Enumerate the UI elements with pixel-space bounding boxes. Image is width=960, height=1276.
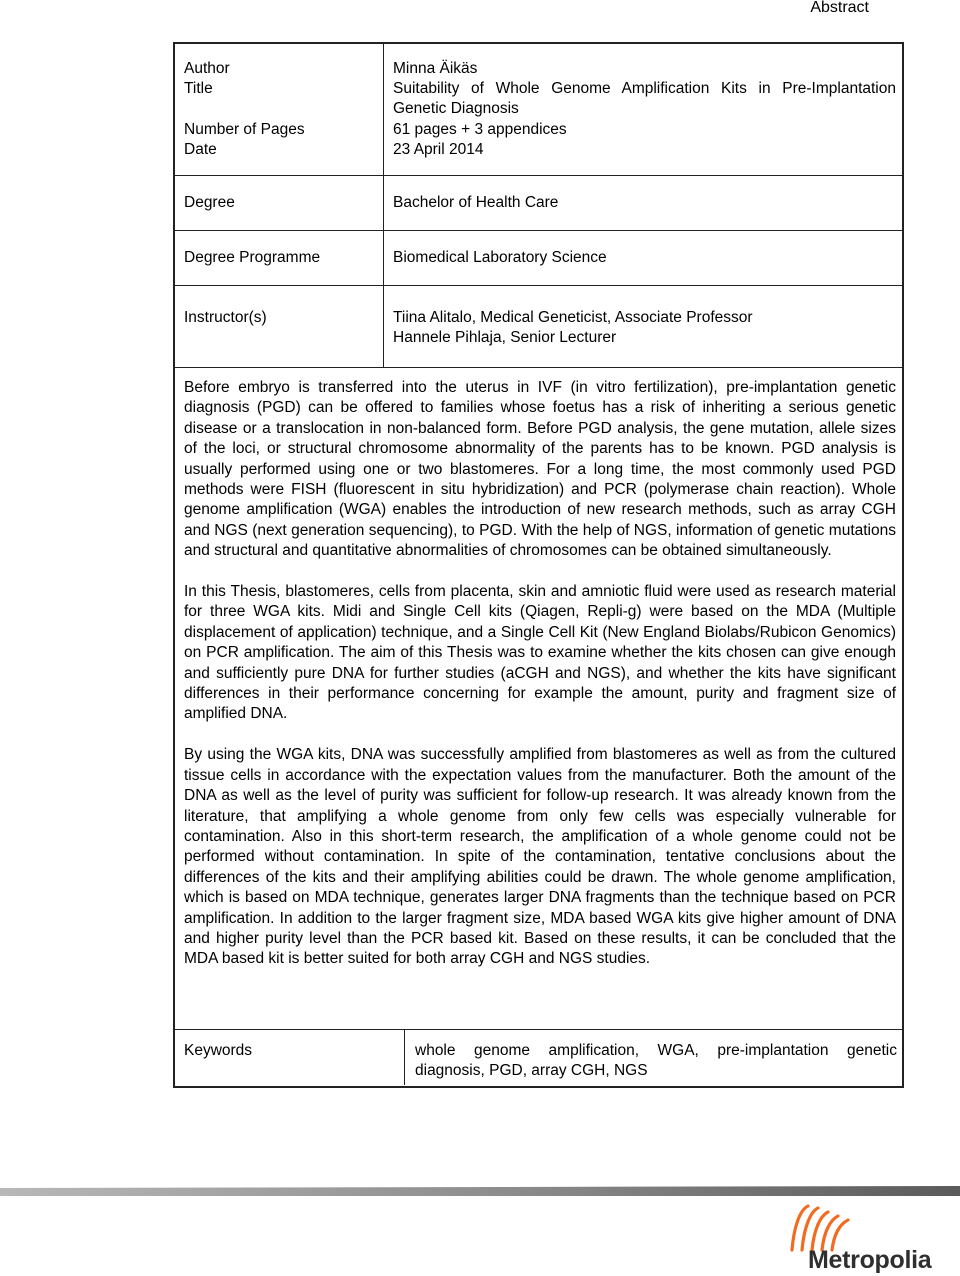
degree-row bbox=[175, 176, 902, 231]
programme-label: Degree Programme bbox=[184, 249, 321, 266]
page-header-title: Abstract bbox=[810, 0, 869, 16]
info-row bbox=[175, 44, 902, 176]
abstract-form bbox=[173, 42, 904, 1088]
thesis-title: Suitability of Whole Genome Amplification Kits in Pre-Implantation Genetic Diagnosis bbox=[393, 80, 896, 118]
title-label: Title bbox=[184, 80, 213, 97]
abstract-paragraph-2: In this Thesis, blastomeres, cells from placenta, skin and amniotic fluid were used as research material for three WGA kits. Midi and Single Cell kits (Qiagen, Repli-g) were based on the MDA (Multiple displacement of application) technique, and a Single Cell Kit (New England Biolabs/Rubicon Genomics) on PCR amplification. The aim of this Thesis was to examine whether the kits chosen can give enough and sufficiently pure DNA for further studies (aCGH and NGS), and whether the kits have significant differences in their performance concerning for example the amount, purity and fragment size of amplified DNA. bbox=[184, 583, 896, 723]
degree-label: Degree bbox=[184, 194, 235, 211]
degree-value: Bachelor of Health Care bbox=[393, 194, 559, 211]
programme-row bbox=[175, 231, 902, 286]
keywords-row bbox=[175, 1029, 902, 1086]
instructor-1: Tiina Alitalo, Medical Geneticist, Associate Professor bbox=[393, 309, 753, 326]
keywords-label: Keywords bbox=[184, 1042, 253, 1059]
instructors-label: Instructor(s) bbox=[184, 309, 267, 326]
programme-value: Biomedical Laboratory Science bbox=[393, 249, 607, 266]
metropolia-logo-text: Metropolia bbox=[808, 1246, 932, 1274]
author-label: Author bbox=[184, 60, 230, 77]
author-value: Minna Äikäs bbox=[393, 60, 478, 77]
abstract-paragraph-3: By using the WGA kits, DNA was successfully amplified from blastomeres as well as from the cultured tissue cells in accordance with the expectation values from the manufacturer. Both the amount of the DNA as well as the level of purity was sufficient for follow-up research. It was already known from the literature, that amplifying a whole genome from only few cells was especially vulnerable for contamination. Also in this short-term research, the amplification of a whole genome could not be performed without contamination. In spite of the contamination, tentative conclusions about the differences of the kits and their amplifying abilities could be drawn. The whole genome amplification, which is based on MDA technique, generates larger DNA fragments than the technique based on PCR amplification. In addition to the larger fragment size, MDA based WGA kits give higher amount of DNA and higher purity level than the PCR based kit. Based on these results, it can be concluded that the MDA based kit is better suited for both array CGH and NGS studies. bbox=[184, 746, 896, 968]
footer-bar bbox=[0, 1186, 960, 1196]
metropolia-logo-icon bbox=[786, 1196, 866, 1252]
pages-label: Number of Pages bbox=[184, 121, 305, 138]
instructor-2: Hannele Pihlaja, Senior Lecturer bbox=[393, 329, 617, 346]
date-value: 23 April 2014 bbox=[393, 141, 484, 158]
date-label: Date bbox=[184, 141, 217, 158]
instructors-row bbox=[175, 286, 902, 368]
abstract-body bbox=[184, 378, 896, 970]
abstract-paragraph-1: Before embryo is transferred into the uterus in IVF (in vitro fertilization), pre-implantation genetic diagnosis (PGD) can be offered to families whose foetus has a risk of inheriting a serious genetic disease or a translocation in non-balanced form. Before PGD analysis, the gene mutation, allele sizes of the loci, or structural chromosome abnormality of the parents has to be known. PGD analysis is usually performed using one or two blastomeres. For a long time, the most commonly used PGD methods were FISH (fluorescent in situ hybridization) and PCR (polymerase chain reaction). Whole genome amplification (WGA) enables the introduction of new research methods, such as array CGH and NGS (next generation sequencing), to PGD. With the help of NGS, information of genetic mutations and structural and quantitative abnormalities of chromosomes can be obtained simultaneously. bbox=[184, 379, 896, 560]
keywords-value: whole genome amplification, WGA, pre-implantation genetic diagnosis, PGD, array CGH, NGS bbox=[415, 1042, 897, 1080]
pages-value: 61 pages + 3 appendices bbox=[393, 121, 567, 138]
